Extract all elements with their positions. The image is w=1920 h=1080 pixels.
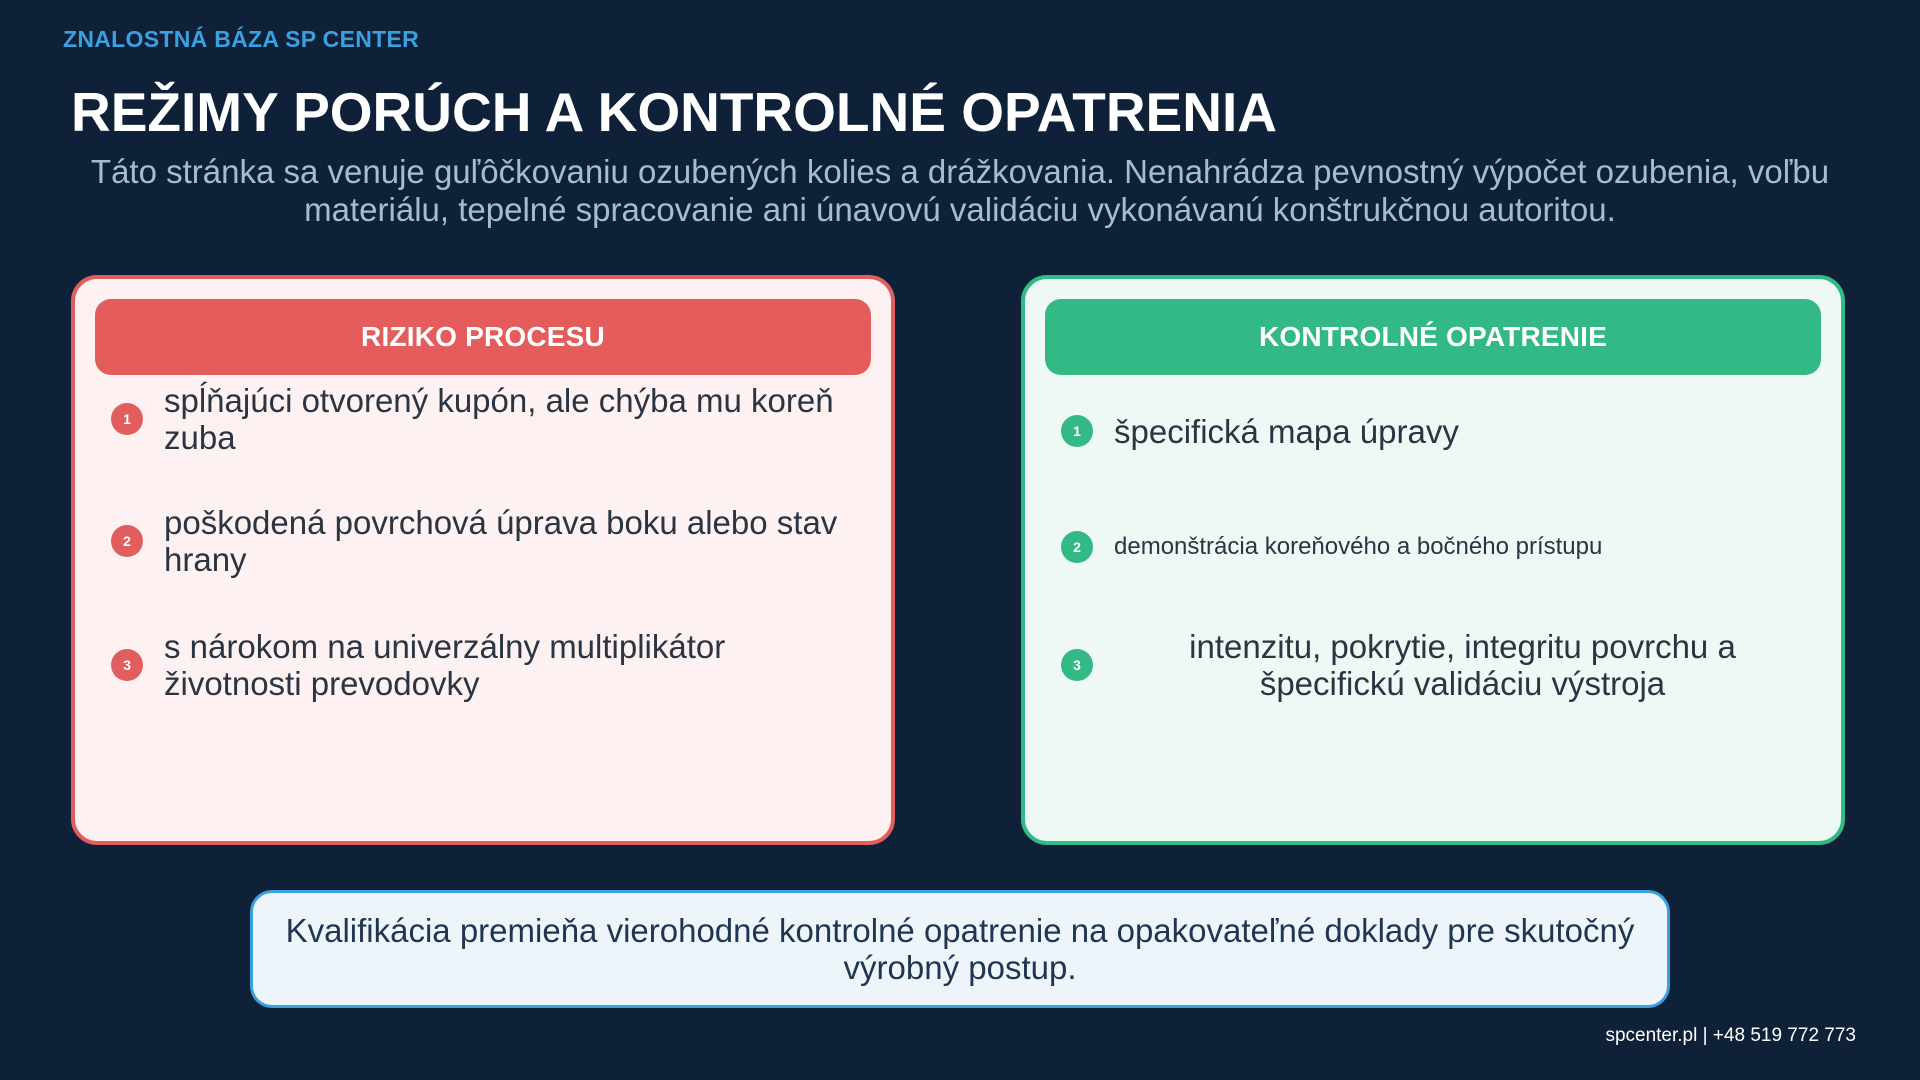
summary-callout: Kvalifikácia premieňa vierohodné kontrolné opatrenie na opakovateľné doklady pre skutočný výrobný postup. [250,890,1670,1008]
number-badge: 2 [1061,531,1093,563]
number-badge: 2 [111,525,143,557]
control-item-text: intenzitu, pokrytie, integritu povrchu a špecifickú validáciu výstroja [1189,628,1736,702]
risk-panel [71,275,895,845]
footer-contact: spcenter.pl | +48 519 772 773 [1605,1025,1856,1046]
risk-panel-heading: RIZIKO PROCESU [95,299,871,375]
number-badge: 3 [1061,649,1093,681]
risk-item-text: poškodená povrchová úprava boku alebo stav hrany [164,504,838,578]
number-badge: 1 [111,403,143,435]
risk-item-text: spĺňajúci otvorený kupón, ale chýba mu koreň zuba [164,382,834,456]
brand-label: ZNALOSTNÁ BÁZA SP CENTER [63,26,420,52]
control-item-2 [1061,517,1821,577]
control-item-text: špecifická mapa úpravy [1114,412,1459,450]
control-panel-heading: KONTROLNÉ OPATRENIE [1045,299,1821,375]
risk-item-3 [111,625,871,705]
risk-item-1 [111,379,871,459]
control-panel [1021,275,1845,845]
control-item-1 [1061,401,1821,461]
control-item-3 [1061,625,1821,705]
control-item-text: demonštrácia koreňového a bočného prístupu [1114,533,1603,560]
number-badge: 1 [1061,415,1093,447]
page-title: REŽIMY PORÚCH A KONTROLNÉ OPATRENIA [71,81,1277,143]
number-badge: 3 [111,649,143,681]
risk-item-2 [111,501,871,581]
page-subtitle: Táto stránka sa venuje guľôčkovaniu ozubených kolies a drážkovania. Nenahrádza pevnostný výpočet ozubenia, voľbu materiálu, tepelné spracovanie ani únavovú validáciu vykonávanú konštrukčnou autoritou. [90,153,1830,228]
risk-item-text: s nárokom na univerzálny multiplikátor životnosti prevodovky [164,628,726,702]
